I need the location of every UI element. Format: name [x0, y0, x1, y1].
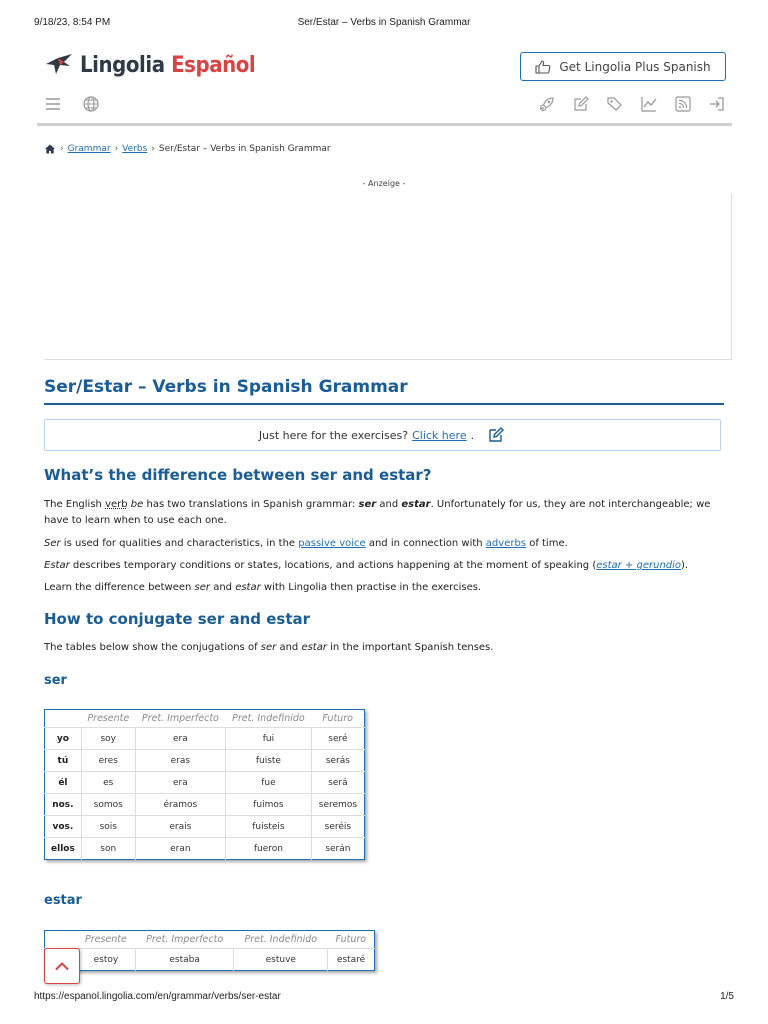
adverbs-link[interactable]: adverbs — [485, 538, 527, 549]
table-cell: estoy — [77, 949, 136, 971]
home-icon[interactable] — [44, 144, 56, 154]
rocket-icon[interactable] — [538, 95, 556, 113]
site-header — [44, 50, 726, 84]
get-plus-button[interactable] — [520, 52, 726, 81]
estar-gerundio-link[interactable]: estar + gerundio — [596, 560, 682, 571]
verb-glossary-link[interactable]: verb — [105, 499, 128, 510]
column-header: Futuro — [335, 934, 367, 945]
table-row — [45, 816, 365, 838]
table-cell: fuimos — [226, 794, 312, 816]
print-url: https://espanol.lingolia.com/en/grammar/verbs/ser-estar — [34, 991, 281, 1002]
table-cell: estuve — [234, 949, 328, 971]
chevron-up-icon — [54, 961, 70, 971]
section-heading-conjugate: How to conjugate ser and estar — [44, 610, 311, 628]
paragraph-tables-intro: The tables below show the conjugations of ser and estar in the important Spanish tenses. — [44, 642, 494, 653]
column-header: Futuro — [322, 713, 353, 724]
edit-icon[interactable] — [488, 427, 506, 443]
table-row — [45, 838, 365, 860]
rss-icon[interactable] — [674, 95, 692, 113]
table-cell: son — [81, 838, 135, 860]
print-header — [34, 17, 734, 31]
table-cell: eres — [81, 750, 135, 772]
menu-icon[interactable] — [44, 95, 62, 113]
table-cell: éramos — [135, 794, 225, 816]
logo-text — [80, 53, 255, 78]
logo[interactable] — [44, 50, 275, 80]
table-cell: seremos — [311, 794, 364, 816]
tags-icon[interactable] — [606, 95, 624, 113]
table-cell: fueron — [226, 838, 312, 860]
exercise-dot: . — [470, 428, 475, 442]
table-cell: estaré — [328, 949, 375, 971]
table-row — [45, 750, 365, 772]
paragraph-ser: Ser is used for qualities and characteristics, in the passive voice and in connection with adverbs of time. — [44, 538, 568, 549]
paragraph-learn: Learn the difference between ser and estar with Lingolia then practise in the exercises. — [44, 582, 482, 593]
print-page-number: 1/5 — [720, 991, 734, 1002]
scroll-to-top-button[interactable] — [44, 948, 80, 984]
estar-table-title: estar — [44, 893, 82, 908]
logo-bird-icon — [44, 52, 74, 78]
column-header: Presente — [84, 934, 127, 945]
title-underline — [44, 403, 724, 405]
breadcrumb: › Grammar › Verbs › Ser/Estar – Verbs in Spanish Grammar — [44, 144, 331, 154]
print-datetime: 9/18/23, 8:54 PM — [34, 17, 111, 28]
table-cell: fuisteis — [226, 816, 312, 838]
pronoun-cell: él — [45, 772, 82, 794]
table-cell: eran — [135, 838, 225, 860]
table-cell: fuiste — [226, 750, 312, 772]
logo-text-lingolia: Lingolia — [80, 52, 165, 78]
column-header: Pret. Indefinido — [232, 713, 305, 724]
toolbar-divider — [37, 123, 732, 126]
pronoun-cell: vos. — [45, 816, 82, 838]
print-doc-title: Ser/Estar – Verbs in Spanish Grammar — [297, 17, 471, 28]
login-icon[interactable] — [708, 95, 726, 113]
table-cell: somos — [81, 794, 135, 816]
table-cell: soy — [81, 728, 135, 750]
table-cell: fui — [226, 728, 312, 750]
ad-label: - Anzeige - — [362, 179, 406, 188]
passive-voice-link[interactable]: passive voice — [298, 538, 366, 549]
ad-area — [44, 194, 732, 360]
breadcrumb-current: Ser/Estar – Verbs in Spanish Grammar — [158, 144, 331, 154]
table-cell: sois — [81, 816, 135, 838]
paragraph-estar: Estar describes temporary conditions or states, locations, and actions happening at the moment of speaking (estar + gerundio). — [44, 560, 689, 571]
table-cell: seré — [311, 728, 364, 750]
pronoun-cell: tú — [45, 750, 82, 772]
get-plus-label: Get Lingolia Plus Spanish — [559, 59, 711, 74]
table-cell: era — [135, 728, 225, 750]
thumbs-up-icon — [535, 60, 551, 74]
ser-conjugation-table — [44, 709, 365, 860]
exercise-callout — [44, 419, 721, 451]
pronoun-cell: nos. — [45, 794, 82, 816]
table-cell: seréis — [311, 816, 364, 838]
table-cell: estaba — [135, 949, 234, 971]
table-cell: era — [135, 772, 225, 794]
table-cell: será — [311, 772, 364, 794]
table-cell: serás — [311, 750, 364, 772]
table-row — [45, 794, 365, 816]
column-header: Pret. Imperfecto — [146, 934, 224, 945]
section-heading-difference: What’s the difference between ser and estar? — [44, 466, 432, 484]
paragraph-intro: The English verb be has two translations in Spanish grammar: ser and estar. Unfortunately for us, they are not interchangeable; we have to learn when to use each one. — [44, 499, 711, 526]
column-header: Presente — [87, 713, 130, 724]
breadcrumb-verbs[interactable]: Verbs — [122, 144, 148, 154]
column-header: Pret. Imperfecto — [141, 713, 219, 724]
globe-icon[interactable] — [82, 95, 100, 113]
breadcrumb-grammar[interactable]: Grammar — [67, 144, 111, 154]
table-cell: erais — [135, 816, 225, 838]
logo-text-espanol: Español — [171, 52, 256, 78]
exercise-text: Just here for the exercises? — [258, 428, 409, 442]
table-row — [45, 772, 365, 794]
table-row — [45, 949, 375, 971]
exercise-link[interactable]: Click here — [412, 428, 467, 442]
toolbar — [44, 95, 726, 117]
table-cell: es — [81, 772, 135, 794]
column-header: Pret. Indefinido — [244, 934, 318, 945]
pronoun-cell: yo — [45, 728, 82, 750]
table-cell: serán — [311, 838, 364, 860]
table-row — [45, 728, 365, 750]
page-title: Ser/Estar – Verbs in Spanish Grammar — [44, 377, 408, 397]
print-footer — [34, 991, 734, 1005]
table-cell: fue — [226, 772, 312, 794]
chart-icon[interactable] — [640, 95, 658, 113]
edit-icon[interactable] — [572, 95, 590, 113]
table-cell: eras — [135, 750, 225, 772]
ser-table-title: ser — [44, 673, 67, 688]
pronoun-cell: ellos — [45, 838, 82, 860]
estar-conjugation-table — [44, 930, 375, 971]
